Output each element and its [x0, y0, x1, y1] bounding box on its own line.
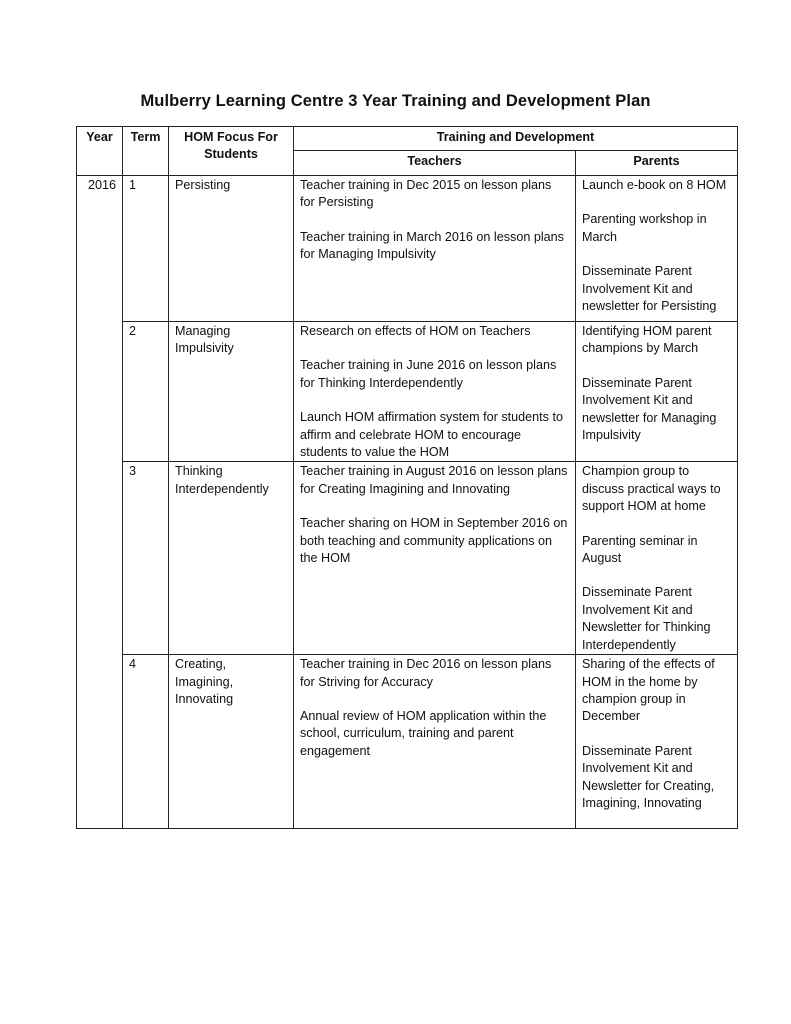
plan-table: [76, 126, 738, 829]
parents-item: Champion group to discuss practical ways to support HOM at home: [582, 464, 721, 514]
teachers-cell: [294, 462, 576, 655]
focus-cell: Creating, Imagining, Innovating: [169, 655, 294, 829]
focus-cell: Managing Impulsivity: [169, 322, 294, 462]
parents-cell: [576, 322, 738, 462]
term-cell: 2: [123, 322, 169, 462]
parents-item: Disseminate Parent Involvement Kit and Newsletter for Thinking Interdependently: [582, 585, 711, 652]
header-term: Term: [123, 127, 169, 176]
page-title: Mulberry Learning Centre 3 Year Training and Development Plan: [140, 92, 651, 110]
header-focus: HOM Focus For Students: [169, 127, 294, 176]
parents-item: Parenting workshop in March: [582, 212, 707, 244]
teachers-item: Teacher training in March 2016 on lesson plans for Managing Impulsivity: [300, 229, 564, 262]
teachers-item: Teacher training in Dec 2016 on lesson plans for Striving for Accuracy: [300, 657, 552, 689]
parents-item: Disseminate Parent Involvement Kit and newsletter for Managing Impulsivity: [582, 375, 717, 443]
parents-item: Identifying HOM parent champions by March: [582, 324, 712, 356]
header-year: Year: [77, 127, 123, 176]
focus-cell: Persisting: [169, 176, 294, 322]
teachers-item: Launch HOM affirmation system for students to affirm and celebrate HOM to encourage students to value the HOM: [300, 410, 563, 460]
parents-item: Parenting seminar in August: [582, 533, 698, 566]
teachers-cell: [294, 176, 576, 322]
teachers-item: Teacher sharing on HOM in September 2016 on both teaching and community applications on the HOM: [300, 516, 568, 566]
parents-cell: [576, 462, 738, 655]
table-row: [77, 176, 738, 322]
teachers-item: Research on effects of HOM on Teachers: [300, 324, 531, 338]
parents-item: Disseminate Parent Involvement Kit and newsletter for Persisting: [582, 264, 717, 314]
teachers-cell: [294, 655, 576, 829]
teachers-item: Teacher training in August 2016 on lesson plans for Creating Imagining and Innovating: [300, 464, 568, 496]
teachers-item: Teacher training in June 2016 on lesson plans for Thinking Interdependently: [300, 358, 557, 390]
parents-item: Disseminate Parent Involvement Kit and Newsletter for Creating, Imagining, Innovating: [582, 743, 715, 810]
table-row: [77, 655, 738, 829]
term-cell: 3: [123, 462, 169, 655]
parents-cell: [576, 655, 738, 829]
focus-cell: Thinking Interdependently: [169, 462, 294, 655]
teachers-item: Annual review of HOM application within the school, curriculum, training and parent engagement: [300, 708, 547, 758]
header-training: Training and Development: [294, 127, 738, 151]
table-row: [77, 322, 738, 462]
table-header: [77, 127, 738, 176]
header-parents: Parents: [576, 151, 738, 176]
parents-cell: [576, 176, 738, 322]
year-cell: 2016: [77, 176, 123, 829]
term-cell: 1: [123, 176, 169, 322]
header-teachers: Teachers: [294, 151, 576, 176]
term-cell: 4: [123, 655, 169, 829]
parents-item: Sharing of the effects of HOM in the home by champion group in December: [582, 657, 715, 724]
teachers-item: Teacher training in Dec 2015 on lesson plans for Persisting: [300, 178, 552, 210]
teachers-cell: [294, 322, 576, 462]
table-row: [77, 462, 738, 655]
parents-item: Launch e-book on 8 HOM: [582, 178, 727, 192]
